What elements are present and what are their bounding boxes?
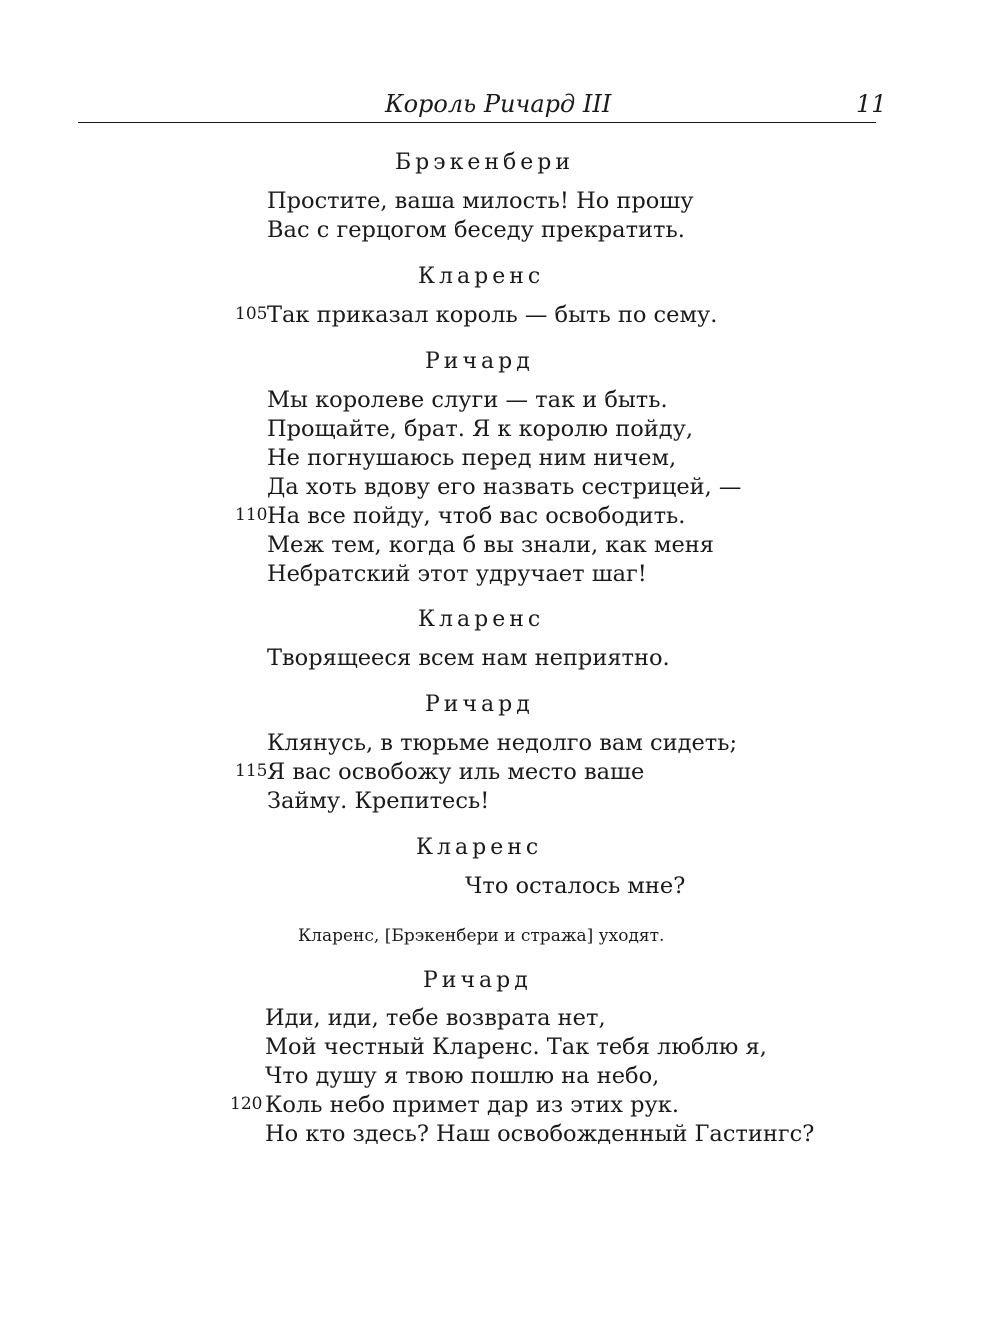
verse-line: Простите, ваша милость! Но прошу bbox=[267, 188, 694, 214]
speaker-name: Кларенс bbox=[418, 264, 545, 289]
verse-line: Что душу я твою пошлю на небо, bbox=[265, 1063, 660, 1089]
verse-line: Меж тем, когда б вы знали, как меня bbox=[267, 532, 714, 558]
verse-line: Клянусь, в тюрьме недолго вам сидеть; bbox=[267, 730, 738, 756]
verse-line: Небратский этот удручает шаг! bbox=[267, 561, 647, 587]
verse-line: Иди, иди, тебе возврата нет, bbox=[265, 1005, 606, 1031]
verse-line: На все пойду, чтоб вас освободить. bbox=[267, 503, 686, 529]
speaker-name: Кларенс bbox=[416, 835, 543, 860]
running-header-title: Король Ричард III bbox=[385, 90, 612, 118]
speaker-name: Брэкенбери bbox=[395, 150, 575, 175]
line-number: 110 bbox=[235, 505, 268, 525]
verse-line: Не погнушаюсь перед ним ничем, bbox=[267, 445, 677, 471]
verse-line: Да хоть вдову его назвать сестрицей, — bbox=[267, 474, 742, 500]
verse-line: Мой честный Кларенс. Так тебя люблю я, bbox=[265, 1034, 767, 1060]
speaker-name: Кларенс bbox=[418, 607, 545, 632]
stage-direction: Кларенс, [Брэкенбери и стража] уходят. bbox=[298, 926, 665, 946]
verse-line: Но кто здесь? Наш освобожденный Гастингс? bbox=[265, 1121, 815, 1147]
verse-line: Вас с герцогом беседу прекратить. bbox=[267, 217, 685, 243]
line-number: 120 bbox=[230, 1094, 263, 1114]
verse-line: Я вас освобожу иль место ваше bbox=[267, 759, 645, 785]
verse-line: Творящееся всем нам неприятно. bbox=[267, 645, 670, 671]
line-number: 105 bbox=[235, 304, 268, 324]
page-number: 11 bbox=[856, 90, 887, 118]
line-number: 115 bbox=[235, 761, 268, 781]
speaker-name: Ричард bbox=[423, 968, 532, 993]
verse-line: Займу. Крепитесь! bbox=[267, 788, 490, 814]
verse-line: Так приказал король — быть по сему. bbox=[267, 302, 718, 328]
speaker-name: Ричард bbox=[425, 349, 534, 374]
verse-line: Прощайте, брат. Я к королю пойду, bbox=[267, 416, 693, 442]
verse-line: Мы королеве слуги — так и быть. bbox=[267, 387, 668, 413]
speaker-name: Ричард bbox=[425, 692, 534, 717]
verse-line: Что осталось мне? bbox=[465, 873, 686, 899]
verse-line: Коль небо примет дар из этих рук. bbox=[265, 1092, 680, 1118]
header-rule bbox=[78, 122, 876, 123]
